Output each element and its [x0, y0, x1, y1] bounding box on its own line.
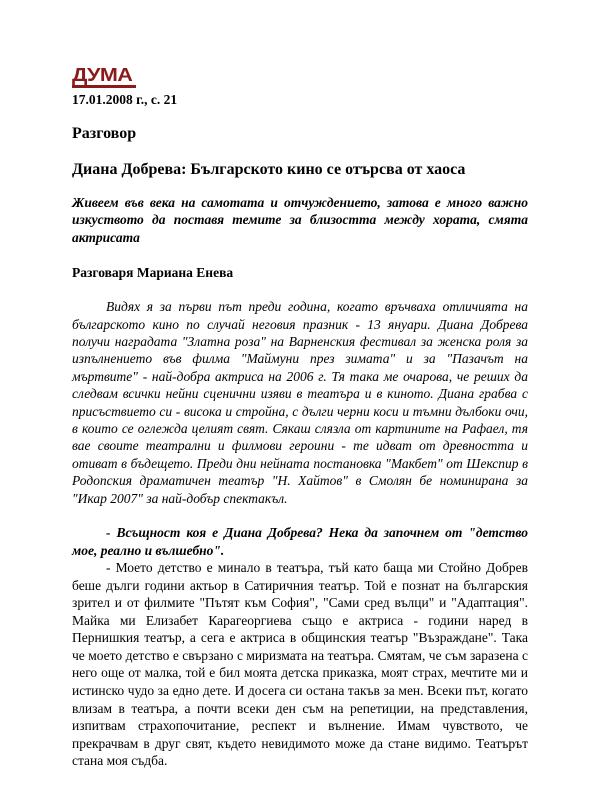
lead-paragraph: Живеем във века на самотата и отчуждението, затова е много важно изкуството да поставя темите за близостта между хората, смята актрисата	[72, 195, 528, 245]
interview-question: - Всъщност коя е Диана Добрева? Нека да започнем от "детство мое, реално и вълшебно".	[72, 525, 528, 558]
article-page	[72, 66, 528, 770]
headline: Диана Добрева: Българското кино се отърсва от хаоса	[72, 161, 466, 178]
publication-date: 17.01.2008 г., с. 21	[72, 92, 178, 107]
byline: Разговаря Мариана Енева	[72, 265, 234, 281]
logo-text: ДУМА	[72, 65, 133, 85]
interview-answer: - Моето детство е минало в театъра, тъй като баща ми Стойно Добрев беше дълги години актьор в Сатиричния театър. Той е познат на българския зрител и от филмите "Пътят към София", "Сами сред вълци" и "Адаптация". Майка ми Елизабет Карагеоргиева също е актриса - години наред в Пернишкия театър, а сега е актриса в общинския театър "Възраждане". Така че моето детство е свързано с миризмата на театъра. Смятам, че съм заразена с него още от малка, той е бил моята детска приказка, моят страх, мечтите ми и истинско чудо за едно дете. И досега си остана такъв за мен. Всеки път, когато влизам в театъра, а почти всеки ден съм на репетиции, на представления, изпитвам страхопочитание, респект и вълнение. Имам чувството, че прекрачвам в друг свят, където невидимото може да стане видимо. Театърът стана моя съдба.	[72, 559, 528, 769]
rubric: Разговор	[72, 125, 137, 142]
intro-paragraph: Видях я за първи път преди година, когато връчваха отличията на българското кино по случай неговия празник - 13 януари. Диана Добрева получи наградата "Златна роза" на Варненския фестивал за женска роля за изпълнението във филма "Маймуни през зимата" и за "Пазачът на мъртвите" - най-добра актриса на 2006 г. Тя така ме очарова, че реших да следвам всички нейни сценични изяви в театъра и в киното. Диана грабва с присъствието си - висока и стройна, с дълги черни коси и тъмни дълбоки очи, в които се оглежда целият свят. Сякаш слязла от картините на Рафаел, тя вае своите театрални и филмови героини - те идват от древността и отиват в бъдещето. Преди дни нейната постановка "Макбет" от Шекспир в Родопския драматичен театър "Н. Хайтов" в Смолян бе номинирана за "Икар 2007" за най-добър спектакъл.	[72, 299, 528, 506]
newspaper-logo	[72, 66, 136, 88]
